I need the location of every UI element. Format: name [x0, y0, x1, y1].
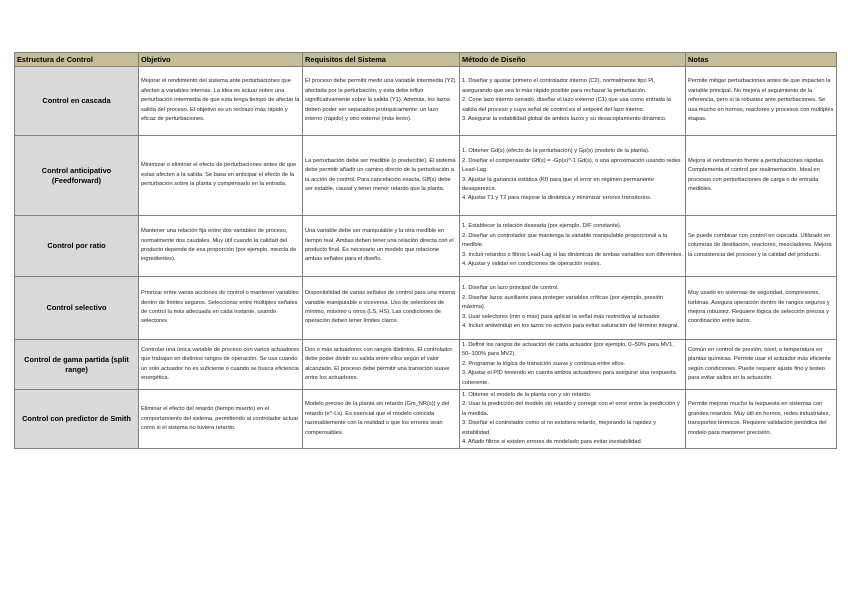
control-structures-table	[14, 52, 837, 449]
table-row	[15, 216, 837, 277]
objective-cell: Controlar una única variable de proceso con varios actuadores que trabajan en distintos rangos de operación. Se usa cuando un solo actuador no es suficiente o cuando se busca eficiencia energética.	[139, 340, 303, 390]
notes-cell: Permite mejorar mucho la respuesta en sistemas con grandes retardos. Muy útil en hornos, redes industriales, transportes térmicos. Requiere validación periódica del modelo para mantener precisión.	[686, 390, 837, 449]
objective-cell: Mejorar el rendimiento del sistema ante perturbaciones que afectan a variables internas. La idea es actuar sobre una perturbación intermedia de que esta tenga tiempo de afectar la salida del proceso. El objetivo es un rechazo más rápido y eficaz de perturbaciones.	[139, 67, 303, 136]
requirements-cell: Disponibilidad de varias señales de control para una misma variable manipulable o viceversa. Uso de selectores de mínimo, máximo u otros (LS, HS). Las condiciones de operación deben tener límites claros.	[303, 277, 460, 340]
requirements-cell: La perturbación debe ser medible (o predecible). El sistema debe permitir añadir un camino directo de la perturbación a la acción de control. Para cancelación exacta, Gff(s) debe ser estable, causal y tener menor retardo que la planta.	[303, 136, 460, 216]
row-heading: Control en cascada	[15, 67, 139, 136]
table-row	[15, 67, 837, 136]
notes-cell: Mejora el rendimiento frente a perturbaciones rápidas. Complementa el control por realimentación. Ideal en procesos con perturbaciones de carga o de entrada medibles.	[686, 136, 837, 216]
header-objective: Objetivo	[139, 53, 303, 67]
method-cell: 1. Establecer la relación deseada (por ejemplo, D/F constante). 2. Diseñar un controlador que mantenga la variable manipulable proporcional a la medible. 3. Incluir retardos o filtros Lead-Lag si las dinámicas de ambas variables son diferentes. 4. Ajustar y validar en condiciones de operación reales.	[460, 216, 686, 277]
requirements-cell: Una variable debe ser manipulable y la otra medible en tiempo real. Ambas deben tener una relación directa con el producto final. Es necesario un modelo que relacione ambas señales para el diseño.	[303, 216, 460, 277]
row-heading: Control por ratio	[15, 216, 139, 277]
header-method: Método de Diseño	[460, 53, 686, 67]
objective-cell: Minimizar o eliminar el efecto de perturbaciones antes de que estas afecten a la salida. Se basa en anticipar el efecto de la perturbación sobre la planta y compensarlo en la entrada.	[139, 136, 303, 216]
notes-cell: Se puede combinar con control en cascada. Utilizado en columnas de destilación, reactores, mezcladores. Mejora la consistencia del proceso y la calidad del producto.	[686, 216, 837, 277]
table-row	[15, 277, 837, 340]
table-row	[15, 340, 837, 390]
method-cell: 1. Obtener Gd(s) (efecto de la perturbación) y Gp(s) (modelo de la planta). 2. Diseñar el compensador Gff(s) = -Gp(s)^-1 Gd(s), o una aproximación usando redes Lead-Lag. 3. Ajustar la ganancia estática (Kf) para que el error en régimen permanente desaparezca. 4. Ajustar T1 y T2 para mejorar la dinámica y minimizar errores transitorios.	[460, 136, 686, 216]
method-cell: 1. Diseñar un lazo principal de control. 2. Diseñar lazos auxiliares para proteger variables críticas (por ejemplo, presión máxima). 3. Usar selectores (min o max) para aplicar la señal más restrictiva al actuador. 4. Incluir antiwindup en los lazos no activos para evitar saturación del término integral.	[460, 277, 686, 340]
method-cell: 1. Definir los rangos de actuación de cada actuador (por ejemplo, 0–50% para MV1, 50–100% para MV2). 2. Programar la lógica de transición suave y continua entre ellos. 3. Ajustar el PID teniendo en cuenta ambos actuadores para asegurar una respuesta coherente.	[460, 340, 686, 390]
header-row	[15, 53, 837, 67]
table-row	[15, 136, 837, 216]
table-row	[15, 390, 837, 449]
notes-cell: Muy usado en sistemas de seguridad, compresores, turbinas. Asegura operación dentro de rangos seguros y mejora robustez. Requiere lógica de selección precisa y coordinación entre lazos.	[686, 277, 837, 340]
method-cell: 1. Obtener el modelo de la planta con y sin retardo. 2. Usar la predicción del modelo sin retardo y corregir con el error entre la predicción y la medida. 3. Diseñar el controlador como si no existiera retardo, mejorando la rapidez y estabilidad. 4. Añadir filtros si existen errores de modelado para evitar inestabilidad.	[460, 390, 686, 449]
objective-cell: Eliminar el efecto del retardo (tiempo muerto) en el comportamiento del sistema, permitiendo al controlador actuar como si el sistema no tuviera retardo.	[139, 390, 303, 449]
header-notes: Notas	[686, 53, 837, 67]
header-structure: Estructura de Control	[15, 53, 139, 67]
notes-cell: Permite mitigar perturbaciones antes de que impacten la variable principal. No mejora el seguimiento de la referencia, pero sí la robustez ante perturbaciones. Se usa mucho en hornos, reactores y procesos con múltiples etapas.	[686, 67, 837, 136]
method-cell: 1. Diseñar y ajustar primero el controlador interno (C2), normalmente tipo PI, asegurando que sea lo más rápido posible para rechazar la perturbación. 2. Cone lazo interno cerrado, diseñar el lazo externo (C1) que usa como entrada la salida del proceso y cuya señal de control es el setpoint del lazo interno. 3. Asegurar la estabilidad global de ambos lazos y su desacoplamiento dinámico.	[460, 67, 686, 136]
header-requirements: Requisitos del Sistema	[303, 53, 460, 67]
notes-cell: Común en control de presión, nivel, o temperatura en plantas químicas. Permite usar el actuador más eficiente según condiciones. Puede requerir ajuste fino y testeo para evitar saltos en la actuación.	[686, 340, 837, 390]
objective-cell: Mantener una relación fija entre dos variables de proceso, normalmente dos caudales. Muy útil cuando la calidad del producto depende de esa proporción (por ejemplo, mezcla de ingredientes).	[139, 216, 303, 277]
objective-cell: Priorizar entre varias acciones de control o mantener variables dentro de límites seguros. Seleccionar entre múltiples señales de control la más adecuada en cada instante, usando selectores.	[139, 277, 303, 340]
requirements-cell: El proceso debe permitir medir una variable intermedia (Y2) afectada por la perturbación, y esta debe influir significativamente sobre la salida (Y1). Además, los lazos deben poder ser separados jerárquicamente: un lazo interno (rápido) y otro externo (más lento).	[303, 67, 460, 136]
requirements-cell: Modelo preciso de la planta sin retardo (Gm_NR(s)) y del retardo (e^-Ls). Es esencial que el modelo coincida razonablemente con la realidad o que los errores sean compensables.	[303, 390, 460, 449]
row-heading: Control selectivo	[15, 277, 139, 340]
requirements-cell: Dos o más actuadores con rangos distintos. El controlador debe poder dividir su salida entre ellos según el valor alcanzado. El proceso debe permitir una transición suave entre los actuadores.	[303, 340, 460, 390]
row-heading: Control de gama partida (split range)	[15, 340, 139, 390]
row-heading: Control con predictor de Smith	[15, 390, 139, 449]
row-heading: Control anticipativo (Feedforward)	[15, 136, 139, 216]
